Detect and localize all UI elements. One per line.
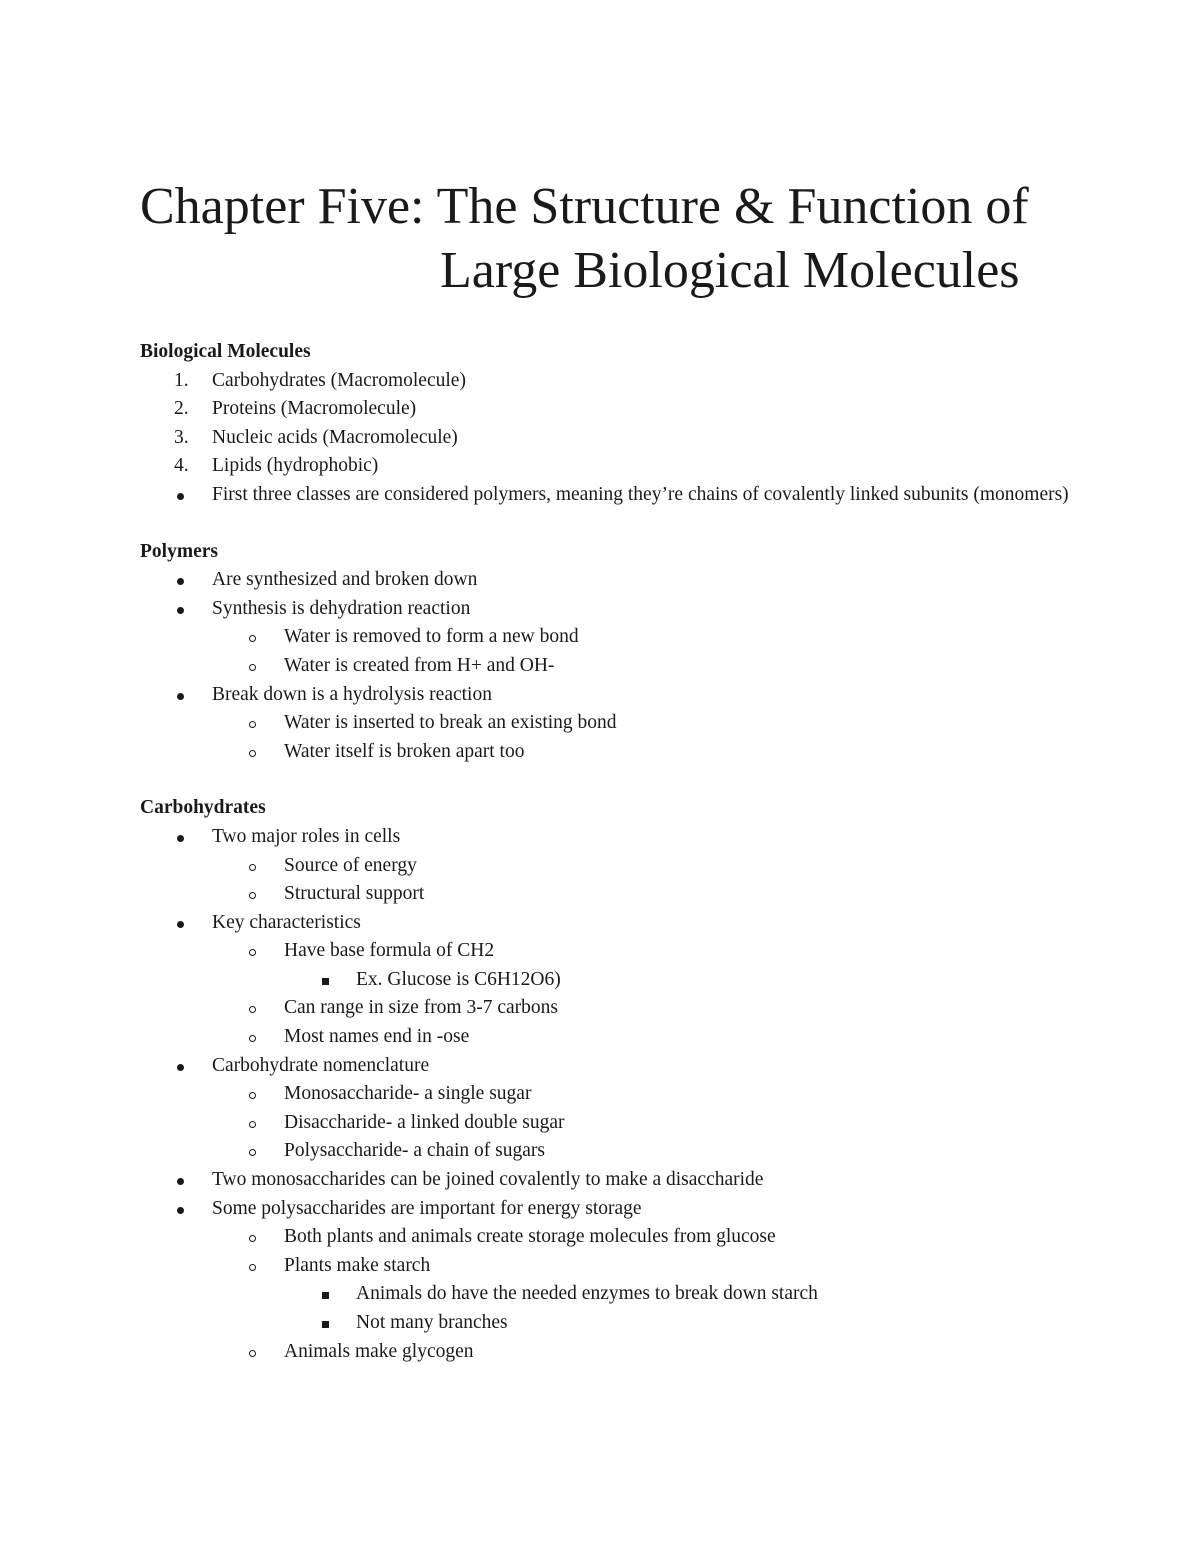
list-item <box>284 966 1070 995</box>
sub-list <box>212 709 1070 766</box>
list-item <box>212 1252 1070 1338</box>
sub-list <box>212 852 1070 909</box>
list-item <box>140 681 1070 767</box>
list-item-text: Lipids (hydrophobic) <box>212 455 379 477</box>
section-heading: Carbohydrates <box>140 797 266 819</box>
list-item <box>212 1109 1070 1138</box>
list-item-text: Water is inserted to break an existing bond <box>284 712 617 734</box>
sub-list <box>212 1080 1070 1166</box>
list-item-text: Carbohydrate nomenclature <box>212 1054 430 1076</box>
section-heading: Biological Molecules <box>140 341 311 362</box>
list-item <box>140 395 1070 424</box>
list-item <box>212 652 1070 681</box>
list-item-text: Disaccharide- a linked double sugar <box>284 1111 565 1133</box>
section-carbohydrates <box>140 794 1070 1366</box>
numbered-list <box>140 367 1070 510</box>
list-item-text: Nucleic acids (Macromolecule) <box>212 426 458 448</box>
list-item-text: Are synthesized and broken down <box>212 569 478 591</box>
list-item-text: Plants make starch <box>284 1254 431 1276</box>
bullet-list <box>140 823 1070 1366</box>
list-item-text: Some polysaccharides are important for energy storage <box>212 1197 642 1219</box>
list-item-text: Two monosaccharides can be joined covalently to make a disaccharide <box>212 1169 764 1191</box>
list-item <box>140 1166 1070 1195</box>
list-item <box>140 909 1070 1052</box>
list-item-text: Key characteristics <box>212 911 361 933</box>
list-number: 2. <box>174 398 189 420</box>
list-item-text: Break down is a hydrolysis reaction <box>212 683 492 705</box>
sub-list <box>212 937 1070 1051</box>
list-item <box>140 424 1070 453</box>
list-item <box>284 1309 1070 1338</box>
list-item-text: Not many branches <box>356 1312 508 1333</box>
list-item-text: Structural support <box>284 883 425 905</box>
list-item-text: Carbohydrates (Macromolecule) <box>212 369 466 391</box>
list-item <box>212 994 1070 1023</box>
list-item-text: Monosaccharide- a single sugar <box>284 1083 532 1105</box>
list-item <box>140 823 1070 909</box>
list-item-text: Ex. Glucose is C6H12O6) <box>356 968 561 990</box>
list-item <box>212 1023 1070 1052</box>
list-item <box>212 709 1070 738</box>
sub-sub-list <box>284 966 1070 995</box>
list-number: 3. <box>174 426 189 448</box>
list-item <box>212 1223 1070 1252</box>
document-body <box>140 338 1070 1366</box>
list-number: 1. <box>174 369 189 391</box>
list-item <box>212 852 1070 881</box>
list-item <box>140 595 1070 681</box>
section-polymers <box>140 538 1070 767</box>
list-item-text: Water itself is broken apart too <box>284 740 525 762</box>
list-item <box>212 1080 1070 1109</box>
sub-list <box>212 623 1070 680</box>
list-item <box>212 1338 1070 1367</box>
page-title <box>140 175 1060 303</box>
list-item-text: Two major roles in cells <box>212 825 401 847</box>
bullet-list <box>140 566 1070 766</box>
section-biological-molecules <box>140 338 1070 510</box>
list-item <box>140 1195 1070 1367</box>
title-line-2: Large Biological Molecules <box>440 241 1020 299</box>
list-item-text: Animals make glycogen <box>284 1340 474 1362</box>
list-item-text: Animals do have the needed enzymes to break down starch <box>356 1283 818 1305</box>
list-item-text: Water is created from H+ and OH- <box>284 654 555 676</box>
list-item-text: Source of energy <box>284 854 417 876</box>
list-item <box>212 1137 1070 1166</box>
list-item-text: Proteins (Macromolecule) <box>212 398 417 420</box>
list-item <box>212 738 1070 767</box>
list-item-text: Most names end in -ose <box>284 1026 470 1048</box>
sub-sub-list <box>284 1280 1070 1337</box>
list-item <box>140 481 1070 510</box>
list-item-text: First three classes are considered polymers, meaning they’re chains of covalently linked subunits (monomers) <box>212 483 1069 505</box>
list-item <box>140 1052 1070 1166</box>
list-item-text: Synthesis is dehydration reaction <box>212 597 471 619</box>
list-item-text: Have base formula of CH2 <box>284 940 495 962</box>
section-heading: Polymers <box>140 540 218 562</box>
sub-list <box>212 1223 1070 1366</box>
title-line-1: Chapter Five: The Structure & Function of <box>140 177 1029 235</box>
list-number: 4. <box>174 455 189 477</box>
list-item <box>140 566 1070 595</box>
list-item-text: Polysaccharide- a chain of sugars <box>284 1140 545 1162</box>
list-item <box>140 367 1070 396</box>
list-item <box>212 880 1070 909</box>
list-item-text: Water is removed to form a new bond <box>284 626 579 648</box>
list-item-text: Both plants and animals create storage molecules from glucose <box>284 1226 776 1248</box>
list-item <box>140 452 1070 481</box>
list-item <box>284 1280 1070 1309</box>
list-item-text: Can range in size from 3-7 carbons <box>284 997 558 1019</box>
list-item <box>212 937 1070 994</box>
list-item <box>212 623 1070 652</box>
